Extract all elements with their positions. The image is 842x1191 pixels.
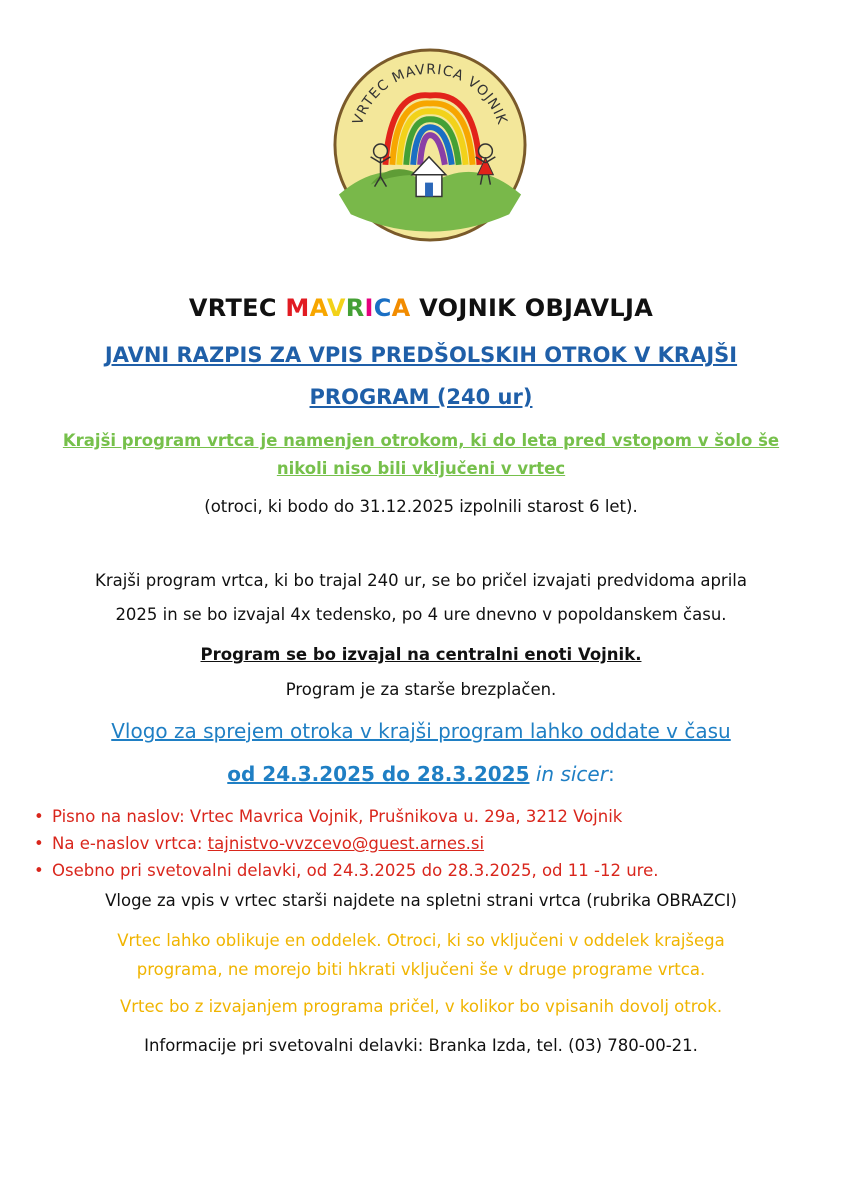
mavrica-letter-5: I <box>364 294 374 322</box>
submission-in-person: Osebno pri svetovalni delavki, od 24.3.2025 do 28.3.2025, od 11 -12 ure. <box>52 861 659 880</box>
target-group-line-2: nikoli niso bili vključeni v vrtec <box>276 459 566 478</box>
target-group-line-1: Krajši program vrtca je namenjen otrokom, ki do leta pred vstopom v šolo še <box>62 431 780 450</box>
notice-title-line-1: JAVNI RAZPIS ZA VPIS PREDŠOLSKIH OTROK V KRAJŠI <box>104 343 738 367</box>
application-period <box>0 762 842 786</box>
org-prefix: VRTEC <box>188 294 286 322</box>
contact-info: Informacije pri svetovalni delavki: Branka Izda, tel. (03) 780-00-21. <box>144 1036 698 1055</box>
application-in-sicer: in sicer <box>529 762 608 786</box>
logo-text: VRTEC MAVRICA VOJNIK <box>349 61 511 127</box>
mavrica-letter-2: A <box>309 294 327 322</box>
bullet-icon: • <box>34 807 44 826</box>
list-item <box>34 857 658 884</box>
bullet-icon: • <box>34 834 44 853</box>
notice-title-line-2: PROGRAM (240 ur) <box>309 385 533 409</box>
kindergarten-logo <box>331 46 529 244</box>
email-link[interactable]: tajnistvo-vvzcevo@guest.arnes.si <box>207 834 485 853</box>
submission-methods-list <box>34 803 658 884</box>
application-dates: od 24.3.2025 do 28.3.2025 <box>227 762 530 786</box>
mavrica-letter-4: R <box>345 294 365 322</box>
mavrica-letter-6: C <box>373 294 392 322</box>
program-free-note: Program je za starše brezplačen. <box>285 680 557 699</box>
mavrica-letter-7: A <box>391 294 411 322</box>
program-description-line-2: 2025 in se bo izvajal 4x tedensko, po 4 ure dnevno v popoldanskem času. <box>115 605 727 624</box>
org-heading <box>0 294 842 322</box>
age-note: (otroci, ki bodo do 31.12.2025 izpolnili starost 6 let). <box>204 497 638 516</box>
list-item <box>34 830 658 857</box>
mavrica-letter-3: V <box>326 294 346 322</box>
forms-note: Vloge za vpis v vrtec starši najdete na spletni strani vrtca (rubrika OBRAZCI) <box>105 891 737 910</box>
list-item <box>34 803 658 830</box>
org-suffix: VOJNIK OBJAVLJA <box>410 294 654 322</box>
submission-by-email-label: Na e-naslov vrtca: <box>52 834 208 853</box>
group-note-line-1: Vrtec lahko oblikuje en oddelek. Otroci, ki so vključeni v oddelek krajšega <box>117 931 725 950</box>
group-note-line-2: programa, ne morejo biti hkrati vključeni še v druge programe vrtca. <box>136 960 706 979</box>
application-heading: Vlogo za sprejem otroka v krajši program lahko oddate v času <box>111 719 731 743</box>
submission-by-mail: Pisno na naslov: Vrtec Mavrica Vojnik, Prušnikova u. 29a, 3212 Vojnik <box>52 807 623 826</box>
program-location: Program se bo izvajal na centralni enoti Vojnik. <box>200 645 642 664</box>
bullet-icon: • <box>34 861 44 880</box>
program-description-line-1: Krajši program vrtca, ki bo trajal 240 ur, se bo pričel izvajati predvidoma aprila <box>95 571 747 590</box>
mavrica-letter-1: M <box>285 294 310 322</box>
start-condition-note: Vrtec bo z izvajanjem programa pričel, v kolikor bo vpisanih dovolj otrok. <box>119 997 723 1016</box>
application-colon: : <box>607 762 615 786</box>
